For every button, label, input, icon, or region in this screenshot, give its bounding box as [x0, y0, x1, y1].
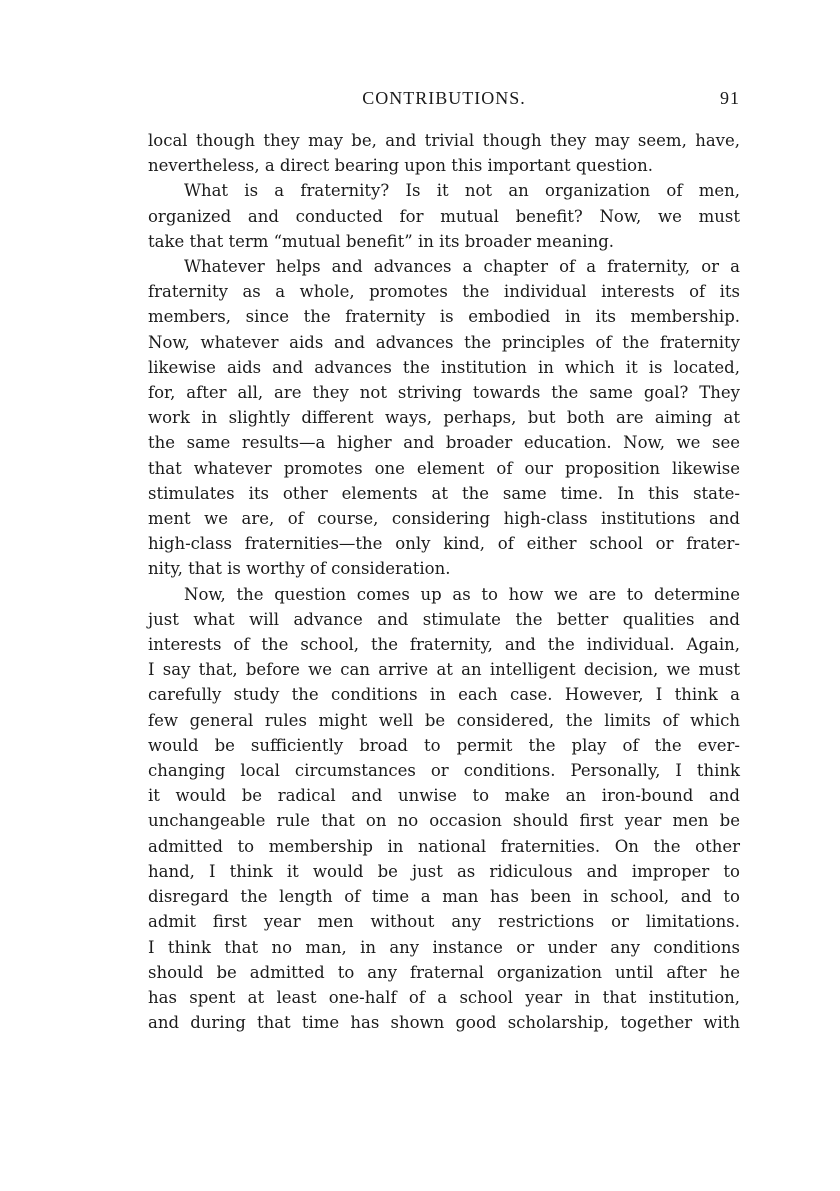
- text-line: I say that, before we can arrive at an intelligent decision, we must: [148, 660, 740, 680]
- text-line: hand, I think it would be just as ridiculous and improper to: [148, 861, 740, 881]
- page-number: 91: [720, 88, 740, 108]
- running-head: [148, 84, 740, 114]
- text-line: it would be radical and unwise to make an iron-bound and: [148, 786, 740, 806]
- text-line: would be sufficiently broad to permit the play of the ever-: [148, 735, 740, 755]
- text-line: has spent at least one-half of a school year in that institution,: [148, 987, 740, 1007]
- running-title: CONTRIBUTIONS.: [362, 88, 526, 108]
- text-line: changing local circumstances or conditions. Personally, I think: [148, 761, 740, 781]
- text-line: likewise aids and advances the institution in which it is located,: [148, 357, 740, 377]
- text-line: high-class fraternities—the only kind, of either school or frater-: [148, 534, 740, 554]
- text-line: unchangeable rule that on no occasion should first year men be: [148, 811, 740, 831]
- text-line: nity, that is worthy of consideration.: [148, 559, 451, 579]
- text-line: local though they may be, and trivial though they may seem, have,: [148, 131, 740, 150]
- text-line: for, after all, are they not striving towards the same goal? They: [148, 383, 740, 403]
- text-line: just what will advance and stimulate the better qualities and: [148, 609, 740, 629]
- text-line: disregard the length of time a man has been in school, and to: [148, 887, 740, 907]
- text-line: I think that no man, in any instance or under any conditions: [148, 937, 740, 957]
- text-line: stimulates its other elements at the same time. In this state-: [148, 483, 740, 503]
- text-line: the same results—a higher and broader education. Now, we see: [148, 433, 740, 453]
- book-page: [148, 84, 740, 1035]
- text-line: Now, whatever aids and advances the principles of the fraternity: [148, 332, 740, 352]
- text-line: few general rules might well be considered, the limits of which: [148, 710, 740, 730]
- text-line: interests of the school, the fraternity, and the individual. Again,: [148, 635, 740, 655]
- text-line: take that term “mutual benefit” in its broader meaning.: [148, 231, 615, 251]
- text-line: nevertheless, a direct bearing upon this important question.: [148, 156, 653, 176]
- text-line: and during that time has shown good scholarship, together with: [148, 1013, 740, 1033]
- text-line: members, since the fraternity is embodied in its membership.: [148, 307, 740, 327]
- text-line: organized and conducted for mutual benefit? Now, we must: [148, 206, 740, 226]
- text-line: carefully study the conditions in each case. However, I think a: [148, 685, 740, 705]
- text-line: admit first year men without any restrictions or limitations.: [148, 912, 740, 932]
- text-line: that whatever promotes one element of our proposition likewise: [148, 458, 740, 478]
- text-line: fraternity as a whole, promotes the individual interests of its: [148, 282, 740, 302]
- text-line: work in slightly different ways, perhaps, but both are aiming at: [148, 408, 740, 428]
- text-line: What is a fraternity? Is it not an organization of men,: [184, 181, 740, 201]
- text-line: Whatever helps and advances a chapter of a fraternity, or a: [184, 257, 740, 277]
- text-line: ment we are, of course, considering high-class institutions and: [148, 509, 740, 529]
- text-line: Now, the question comes up as to how we are to determine: [184, 584, 740, 604]
- text-line: admitted to membership in national fraternities. On the other: [148, 836, 740, 856]
- body-text: [148, 128, 740, 1035]
- text-line: should be admitted to any fraternal organization until after he: [148, 962, 740, 982]
